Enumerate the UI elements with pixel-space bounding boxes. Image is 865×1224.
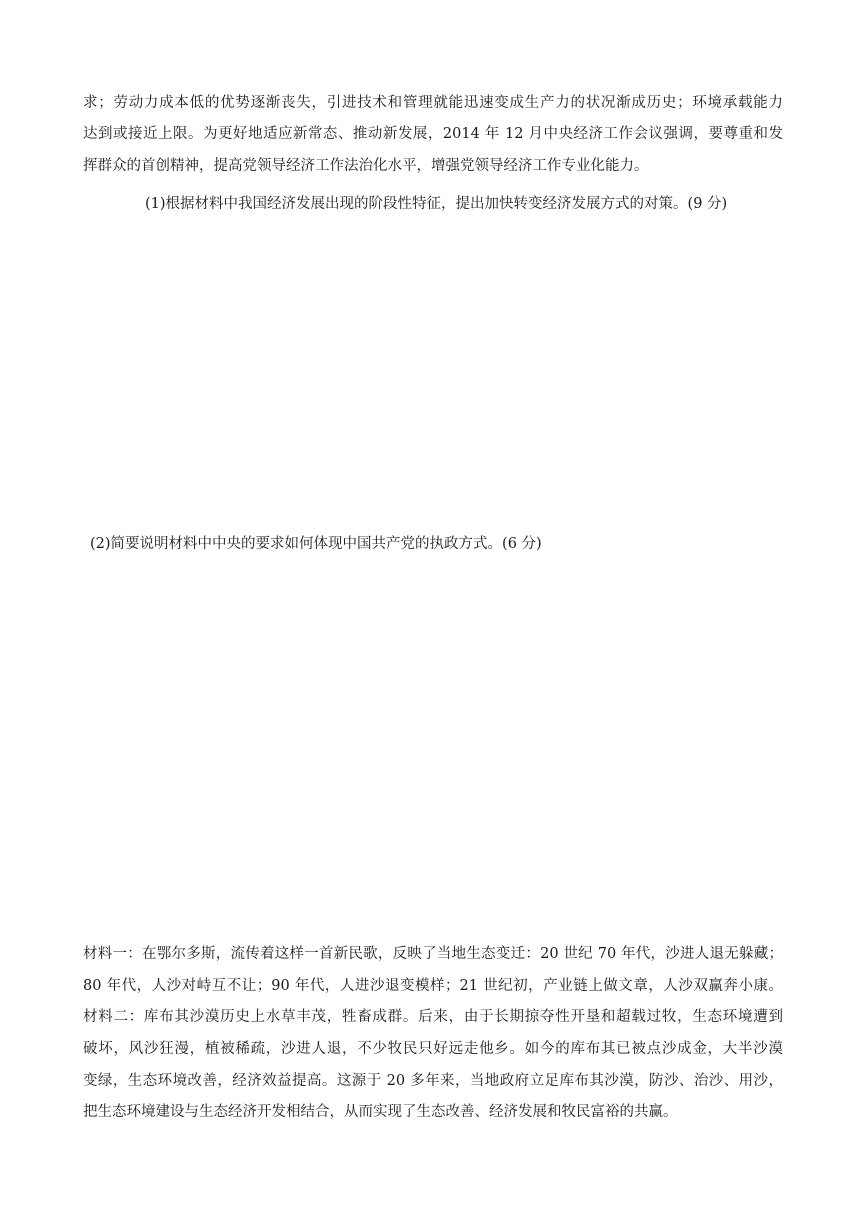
- material-line-4: 破坏，风沙狂漫，植被稀疏，沙进人退，不少牧民只好远走他乡。如今的库布其已被点沙成金，大半沙漠: [83, 1041, 783, 1057]
- material-line-3: 材料二：库布其沙漠历史上水草丰茂，牲畜成群。后来，由于长期掠夺性开垦和超载过牧，生态环境遭到: [83, 1009, 783, 1025]
- material-line-6: 把生态环境建设与生态经济开发相结合，从而实现了生态改善、经济发展和牧民富裕的共赢。: [83, 1104, 678, 1120]
- intro-line-2: 达到或接近上限。为更好地适应新常态、推动新发展，2014 年 12 月中央经济工作会议强调，要尊重和发: [83, 126, 783, 142]
- intro-line-3: 挥群众的首创精神，提高党领导经济工作法治化水平，增强党领导经济工作专业化能力。: [83, 158, 649, 174]
- material-line-2: 80 年代，人沙对峙互不让；90 年代，人进沙退变模样；21 世纪初，产业链上做文章，人沙双赢奔小康。: [83, 978, 783, 994]
- material-line-5: 变绿，生态环境改善，经济效益提高。这源于 20 多年来，当地政府立足库布其沙漠，防沙、治沙、用沙，: [83, 1073, 783, 1089]
- material-line-1: 材料一：在鄂尔多斯，流传着这样一首新民歌，反映了当地生态变迁：20 世纪 70 年代，沙进人退无躲藏；: [83, 946, 783, 962]
- intro-line-1: 求；劳动力成本低的优势逐渐丧失，引进技术和管理就能迅速变成生产力的状况渐成历史；环境承载能力: [83, 95, 783, 111]
- question-2: (2)简要说明材料中中央的要求如何体现中国共产党的执政方式。(6 分): [90, 536, 542, 552]
- question-1: (1)根据材料中我国经济发展出现的阶段性特征，提出加快转变经济发展方式的对策。(9 分): [145, 196, 728, 212]
